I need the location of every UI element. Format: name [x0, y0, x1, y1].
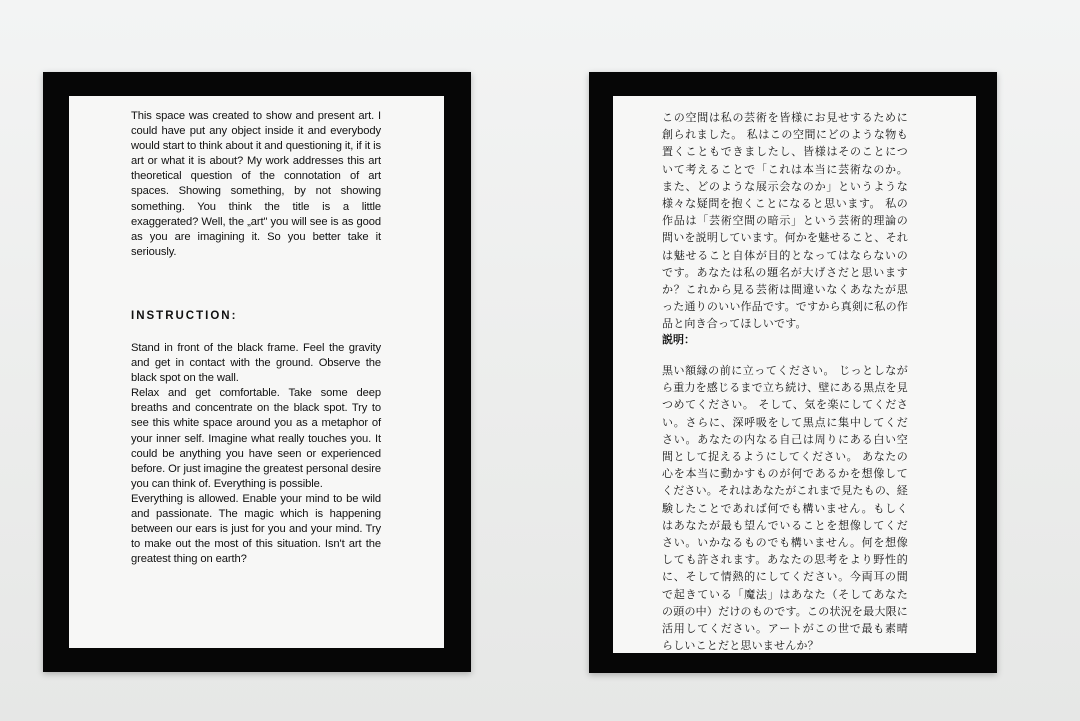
right-black-frame [589, 72, 997, 673]
english-intro-text [131, 109, 381, 260]
english-instructions-paragraph-3: Everything is allowed. Enable your mind to be wild and passionate. The magic which is happening between our ears is just for you and your mind. Try to make out the most of this situation. Isn't art the greatest thing on earth? [131, 492, 381, 566]
english-intro-paragraph: This space was created to show and present art. I could have put any object inside it and everybody would start to think about it and questioning it, if it is art or what it is about? My work addresses this art theoretical question of the connotation of art spaces. Showing something, by not showing something. You think the title is a little exaggerated? Well, the „art" you will see is as good as you are imagining it. So you better take it seriously. [131, 110, 381, 258]
english-instructions-paragraph-1: Stand in front of the black frame. Feel the gravity and get in contact with the ground. Observe the black spot on the wall. [131, 342, 381, 385]
japanese-intro-paragraph: この空間は私の芸術を皆様にお見せするために創られました。 私はこの空間にどのような物も置くこともできましたし、皆様はそのことについて考えることで「これは本当に芸術なのか。また、どのような展示会なのか」というような様々な疑問を抱くことになると思います。 私の作品は「芸術空間の暗示」という芸術的理論の問いを説明しています。何かを魅せること、それは魅せること自体が目的となってはならないのです。あなたは私の題名が大げさだと思いますか？これから見る芸術は間違いなくあなたが思った通りのいい作品です。ですから真剣に私の作品と向き合ってほしいです。 [662, 111, 908, 331]
english-instructions-paragraph-2: Relax and get comfortable. Take some deep breaths and concentrate on the black spot. Try to see this white space around you as a metaphor of your inner self. Imagine what really touches you. It could be anything you have seen or experienced before. Or just imagine the greatest personal desire you can think of. Everything is possible. [131, 387, 381, 490]
left-black-frame [43, 72, 471, 672]
english-text-sheet [69, 96, 444, 648]
english-instructions-text [131, 341, 381, 567]
japanese-text-sheet [613, 96, 976, 653]
english-instruction-heading: INSTRUCTION: [131, 310, 238, 322]
japanese-instruction-heading: 説明： [662, 333, 695, 346]
japanese-instructions-paragraph: 黒い額縁の前に立ってください。 じっとしながら重力を感じるまで立ち続け、壁にある黒点を見つめてください。 そして、気を楽にしてください。さらに、深呼吸をして黒点に集中してください。あなたの内なる自己は周りにある白い空間として捉えるようにしてください。 あなたの心を本当に動かすものが何であるかを想像してください。それはあなたがこれまで見たもの、経験したことであれば何でも構いません。もしくはあなたが最も望んでいることを想像してください。いかなるものでも構いません。何を想像しても許されます。あなたの思考をより野性的に、そして情熱的にしてください。今両耳の間で起きている「魔法」はあなた（そしてあなたの頭の中）だけのものです。この状況を最大限に活用してください。アートがこの世で最も素晴らしいことだと思いませんか？ [662, 364, 908, 653]
